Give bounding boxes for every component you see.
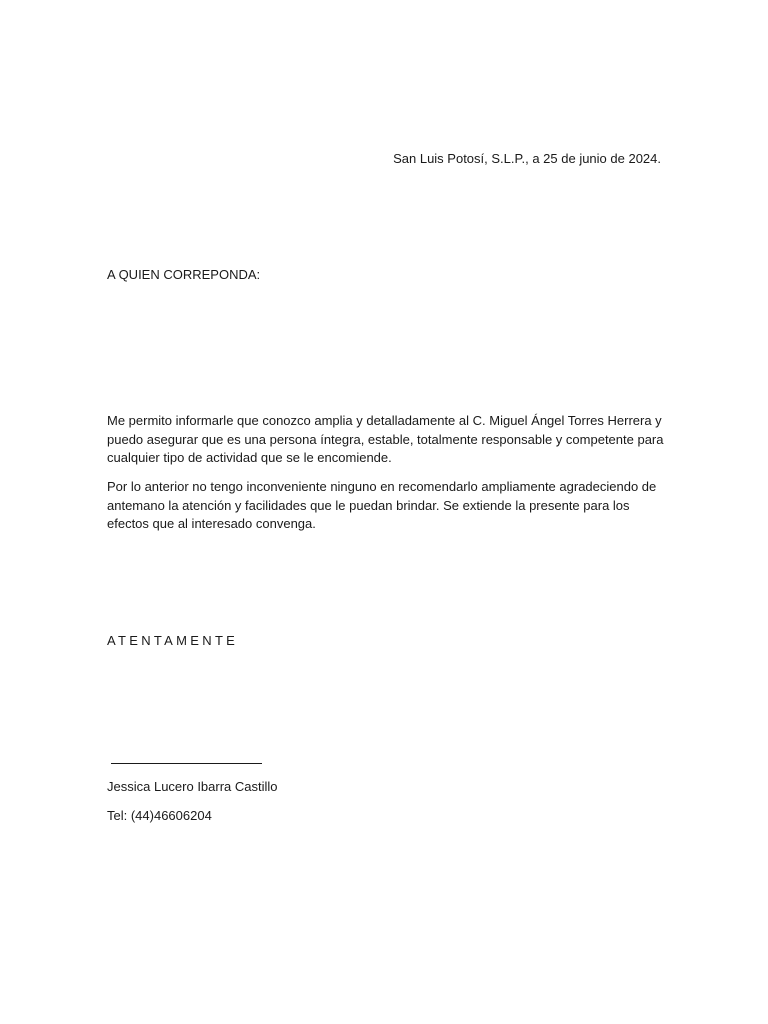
- signer-name: Jessica Lucero Ibarra Castillo: [107, 779, 278, 794]
- signature-line: [111, 763, 262, 764]
- salutation: A QUIEN CORREPONDA:: [107, 267, 261, 282]
- signer-phone: Tel: (44)46606204: [107, 808, 212, 823]
- date-line: San Luis Potosí, S.L.P., a 25 de junio de 2024.: [393, 151, 661, 166]
- body-paragraph-2: Por lo anterior no tengo inconveniente ninguno en recomendarlo ampliamente agradeciendo de antemano la atención y facilidades que le puedan brindar. Se extiende la presente para los efectos que al interesado convenga.: [107, 479, 657, 531]
- closing: ATENTAMENTE: [107, 633, 239, 648]
- body-paragraph-1: Me permito informarle que conozco amplia y detalladamente al C. Miguel Ángel Torres Herrera y puedo asegurar que es una persona íntegra, estable, totalmente responsable y competente para cualquier tipo de actividad que se le encomiende.: [107, 413, 664, 465]
